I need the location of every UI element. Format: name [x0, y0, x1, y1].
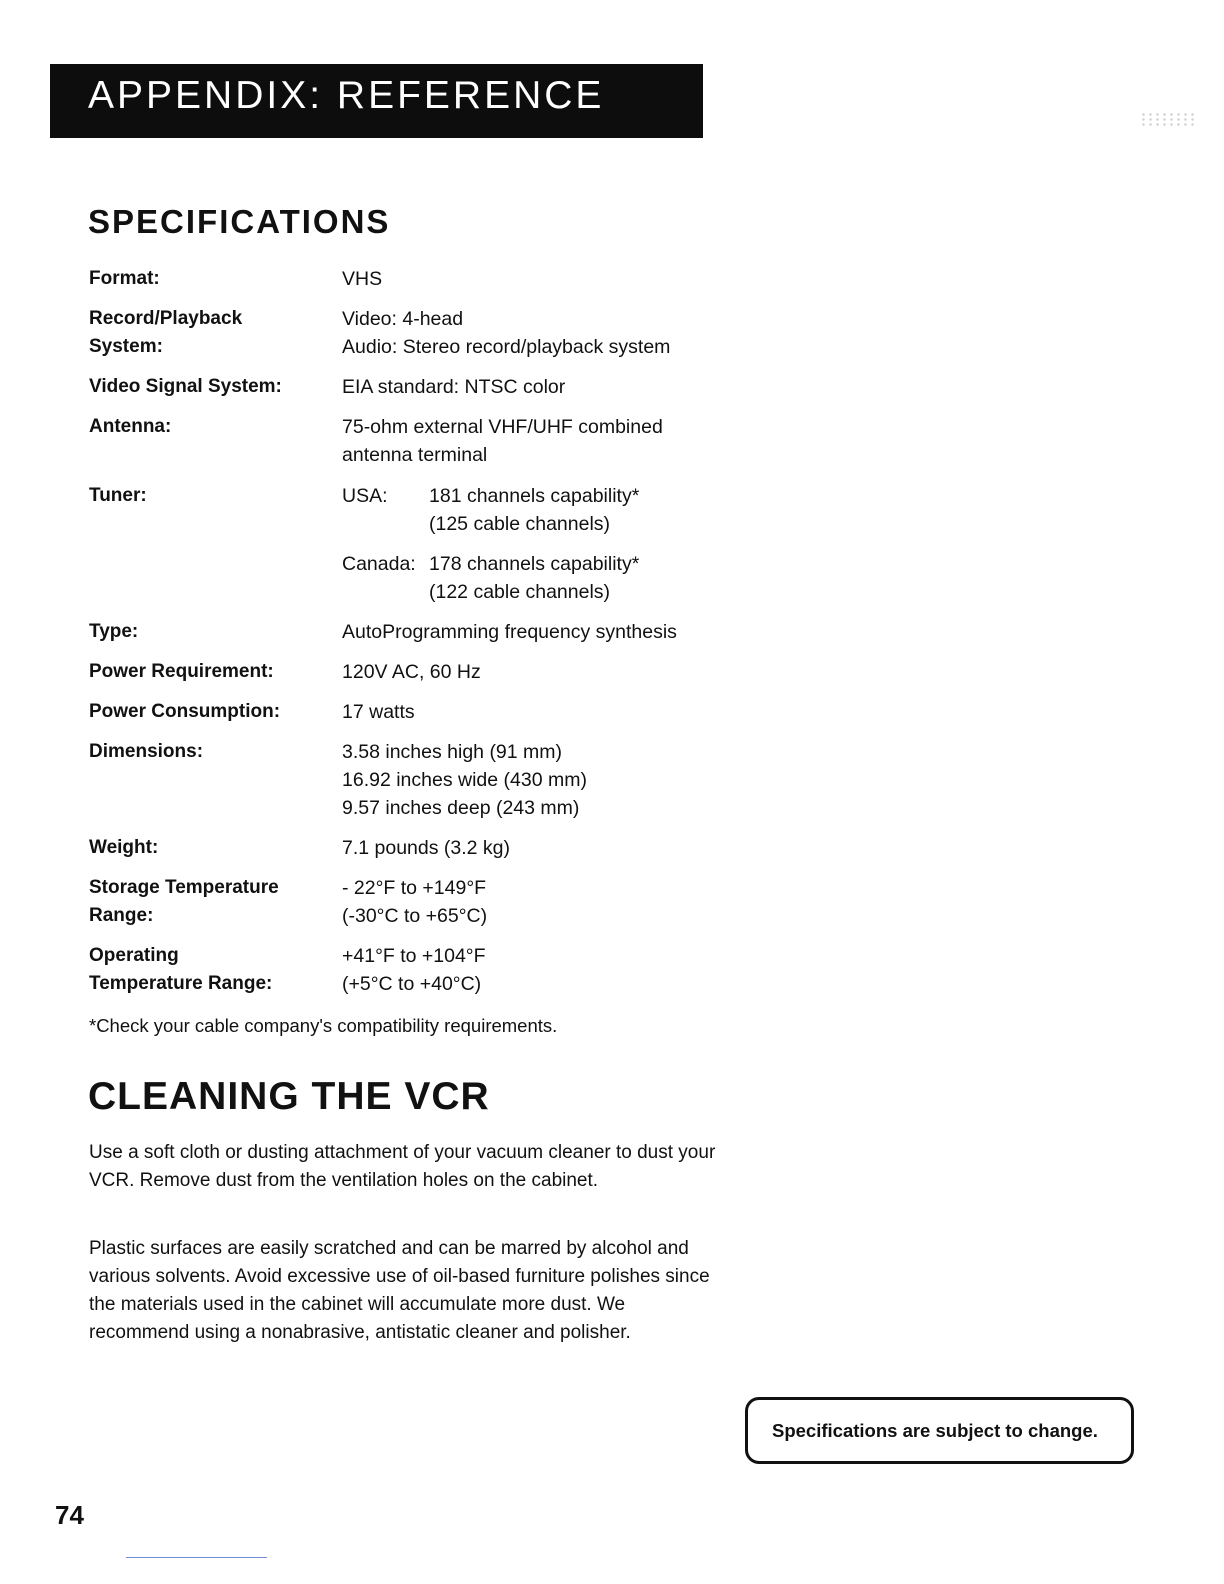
- spec-label-format: Format:: [89, 268, 160, 289]
- spec-value-storage-temperature: - 22°F to +149°F (-30°C to +65°C): [342, 877, 488, 927]
- specifications-heading: SPECIFICATIONS: [88, 203, 391, 240]
- spec-value-type: AutoProgramming frequency synthesis: [342, 621, 677, 643]
- spec-value-antenna: 75-ohm external VHF/UHF combined antenna terminal: [342, 416, 663, 466]
- compatibility-footnote: *Check your cable company's compatibility requirements.: [89, 1015, 558, 1036]
- page-number: 74: [55, 1500, 84, 1530]
- spec-value-dimensions: 3.58 inches high (91 mm) 16.92 inches wide (430 mm) 9.57 inches deep (243 mm): [342, 741, 587, 819]
- specifications-notice-box: [745, 1397, 1134, 1464]
- notice-text: Specifications are subject to change.: [772, 1420, 1098, 1441]
- spec-value-operating-temperature: +41°F to +104°F (+5°C to +40°C): [342, 945, 486, 995]
- tuner-region-usa: USA:: [342, 485, 388, 507]
- bottom-rule: [126, 1557, 267, 1558]
- spec-label-weight: Weight:: [89, 837, 159, 858]
- spec-value-power-consumption: 17 watts: [342, 701, 415, 723]
- cleaning-paragraph-1: Use a soft cloth or dusting attachment of your vacuum cleaner to dust your VCR. Remove dust from the ventilation holes on the cabinet.: [89, 1142, 716, 1191]
- spec-label-video-signal: Video Signal System:: [89, 376, 282, 397]
- spec-value-power-requirement: 120V AC, 60 Hz: [342, 661, 481, 683]
- cleaning-heading: CLEANING THE VCR: [88, 1075, 490, 1118]
- spec-label-record-playback: Record/Playback System:: [89, 308, 243, 357]
- cleaning-paragraph-2: Plastic surfaces are easily scratched and can be marred by alcohol and various solvents. Avoid excessive use of oil-based furniture polishes since the materials used in the cabinet will accumulate more dust. We recommend using a nonabrasive, antistatic cleaner and polisher.: [89, 1238, 710, 1343]
- appendix-banner: [50, 64, 703, 138]
- spec-label-tuner: Tuner:: [89, 485, 147, 506]
- scan-artifact: [1140, 112, 1198, 126]
- spec-label-dimensions: Dimensions:: [89, 741, 204, 762]
- spec-label-storage-temperature: Storage Temperature Range:: [89, 877, 279, 926]
- spec-label-operating-temperature: Operating Temperature Range:: [89, 945, 273, 994]
- spec-label-power-requirement: Power Requirement:: [89, 661, 274, 682]
- spec-label-type: Type:: [89, 621, 139, 642]
- spec-value-video-signal: EIA standard: NTSC color: [342, 376, 566, 398]
- spec-value-weight: 7.1 pounds (3.2 kg): [342, 837, 511, 859]
- spec-value-format: VHS: [342, 268, 383, 290]
- spec-label-power-consumption: Power Consumption:: [89, 701, 281, 722]
- spec-label-antenna: Antenna:: [89, 416, 172, 437]
- tuner-detail-usa: 181 channels capability* (125 cable channels): [429, 485, 640, 535]
- spec-value-record-playback: Video: 4-head Audio: Stereo record/playback system: [342, 308, 671, 358]
- banner-title: APPENDIX: REFERENCE: [88, 74, 605, 117]
- tuner-region-canada: Canada:: [342, 553, 416, 575]
- tuner-detail-canada: 178 channels capability* (122 cable channels): [429, 553, 640, 603]
